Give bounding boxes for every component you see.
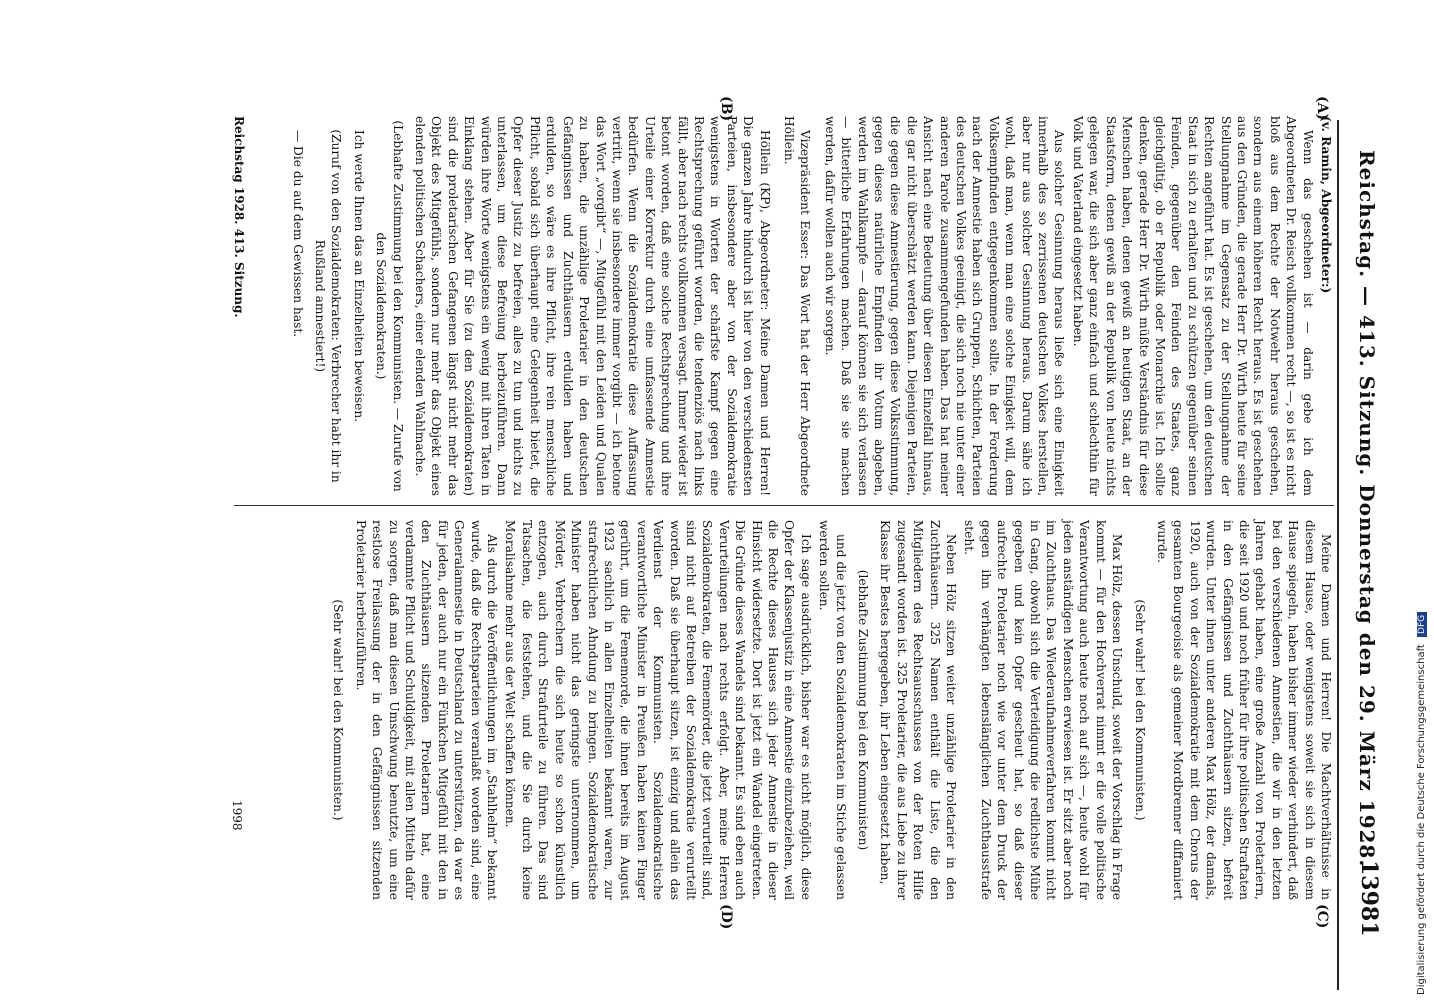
interjection: (lebhafte Zustimmung bei den Kommunisten) [856, 569, 871, 851]
paragraph: — Die du auf dem Gewissen hast. [290, 130, 305, 338]
interjection: (Lebhafte Zustimmung bei den Kommunisten. — Zurufe von den Sozialdemokraten.) [374, 120, 405, 492]
column-divider [234, 505, 1334, 506]
paragraph: Ich werde Ihnen das an Einzelheiten beweisen. [351, 130, 366, 423]
footer-session: Reichstag 1928. 413. Sitzung. [232, 116, 246, 318]
header-rule [1337, 120, 1339, 990]
left-column [287, 116, 1334, 496]
dfg-logo-icon: DFG [1417, 612, 1427, 637]
paragraph: Wenn das geschehen ist — darin gebe ich dem Abgeordneten Dr. Reisch vollkommen recht —, so ist es nicht bloß aus dem Rechte der Notwehr heraus geschehen, sondern aus einem höheren Recht heraus. Es ist geschehen aus den Gründen, die gerade Herr Dr. Wirth heute für seine Stellungnahme im Gegensatz zu der Stellungnahme der Rechten angeführt hat. Es ist geschehen, um den deutschen Staat in sich zu erhalten und zu schützen gegenüber seinen Feinden, gegenüber den Feinden des Staates, ganz gleichgültig, ob er Republik oder Monarchie ist. Ich sollte denken, gerade Herr Dr. Wirth müßte Verständnis für diese Menschen haben, denen gewiß an heutigen Staat, an der Staatsform, denen gewiß an der Republik von heute nichts gelegen war, die sich aber ganz einfach und schlechthin für Volk und Vaterland eingesetzt haben. [1070, 116, 1315, 496]
speaker-line: (v. Ramin, Abgeordneter:) [1319, 116, 1333, 294]
right-column [324, 520, 1334, 900]
margin-mark-c: (C) [1314, 904, 1330, 929]
margin-mark-b: (B) [718, 96, 734, 122]
paragraph: Meine Damen und Herren! Die Machtverhältnisse in diesem Hause, oder wenigstens soweit sie sich in diesem Hause spiegeln, haben bisher immer wieder verhindert, daß bei den verschiedenen Amnestien, die wir in den letzten Jahren gehabt haben, eine große Anzahl von Proletariern, die seit 1920 und noch früher für ihre politischen Straftaten in den Gefängnissen und Zuchthäusern sitzen, befreit wurden. Unter ihnen unter anderen Max Hölz, der damals, 1920, auch von der Sozialdemokratie mit dem Chorus der gesamten Bourgeoisie als gemeiner Mordbrenner diffamiert wurde. [1154, 520, 1333, 900]
page-header-title: Reichstag. — 413. Sitzung. Donnerstag den 29. März 1928. [1355, 150, 1379, 868]
paragraph: Ich sage ausdrücklich, bisher war es nicht möglich, diese Opfer der Klassenjustiz in eine Amnestie einzubeziehen, weil die Rechte dieses Hauses sich jeder Amnestie in dieser Hinsicht widersetzte. Dort ist jetzt ein Wandel eingetreten. Die Gründe dieses Wandels sind bekannt. Es sind eben auch Verurteilungen nach rechts erfolgt. Aber, meine Herren Sozialdemokraten, die Fememörder, die jetzt verurteilt sind, sind nicht auf Betreiben der Sozialdemokratie verurteilt worden. Daß sie überhaupt sitzen, ist einzig und allein das Verdienst der Kommunisten. Sozialdemokratische verantwortliche Minister in Preußen haben keinen Finger gerührt, um die Fememorde, die ihnen bereits im August 1923 sachlich in allen Einzelheiten bekannt waren, zur strafrechtlichen Ahndung zu bringen. Sozialdemokratische Minister haben nicht das geringste unternommen, um Mörder, Verbrechern die sich heute so schon künstlich entzogen, auch durch Strafurteile zu führen. Das sind Tatsachen, die feststehen, und die Sie durch keine Moralisahme mehr aus der Welt schaffen können. [503, 520, 813, 900]
paragraph: Aus solcher Gesinnung heraus ließe sich eine Einigkeit innerhalb des so zerrissenen deutschen Volkes herstellen, aber nur aus solcher Gesinnung heraus. Darum sähe ich wohl, daß man, wenn man eine solche Einigkeit will, dem Volksempfinden entgegenkommen sollte. In der Forderung nach der Amnestie haben sich Gruppen, Schichten, Parteien des deutschen Volkes geeinigt, die sich noch nie unter einer anderen Parole zusammengefunden haben. Das hat meiner Ansicht nach eine Bedeutung über diesen Einzelfall hinaus, die gar nicht überschätzt werden kann. Diejenigen Parteien, die gegen diese Amnestierung, gegen diese Volksstimmung, gegen dieses natürliche Empfinden ihr Votum abgeben, werden im Wahlkampfe — darauf können sie sich verlassen — bitterliche Erfahrungen machen. Daß sie sie machen werden, dafür wollen auch wir sorgen. [822, 116, 1067, 496]
paragraph: Neben Hölz sitzen weiter unzählige Proletarier in den Zuchthäusern. 325 Namen enthält die Liste, die den Mitgliedern des Rechtsausschusses von der Roten Hilfe zugesandt worden ist. 325 Proletarier, die aus Liebe zu ihrer Klasse ihr Bestes hergegeben, ihr Leben eingesetzt haben, [878, 520, 959, 900]
president-line: Vizepräsident Esser: Das Wort hat der Herr Abgeordnete Höllein. [782, 116, 813, 496]
interjection: (Zuruf von den Sozialdemokraten: Verbrecher habt ihr in Rußland amnestiert!) [313, 129, 344, 483]
paragraph: und die jetzt von den Sozialdemokraten im Stiche gelassen werden sollen. [817, 520, 848, 900]
paragraph: Höllein (KP), Abgeordneter: Meine Damen und Herren! Die ganzen Jahre hindurch ist hier von den verschiedensten Parteien, insbesondere aber von der Sozialdemokratie wenigstens in Worten der schärfste Kampf gegen eine Rechtsprechung geführt worden, die tendenziös nach links fällt, aber nach rechts vollkommen versagt. Immer wieder ist betont worden, daß eine solche Rechtsprechung und ihre Urteile einer Korrektur durch eine umfassende Amnestie bedürfen. Wenn die Sozialdemokratie diese Auffassung vertritt, wenn sie insbesondere immer vorgibt — ich betone das Wort „vorgibt“ —, Mitgefühl mit den Leiden und Qualen zu haben, die unzählige Proletarier in den deutschen Gefängnissen und Zuchthäusern erdulden haben und erdulden, so wäre es ihre Pflicht, ihre rein menschliche Pflicht, sobald sich überhaupt eine Gelegenheit bietet, die Opfer dieser Justiz zu befreien, alles zu tun und nichts zu unterlassen, um diese Befreiung herbeizuführen. Dann würden ihre Worte wenigstens ein wenig mit ihren Taten in Einklang stehen. Aber für Sie (zu den Sozialdemokraten) sind die proletarischen Gefangenen längst nicht mehr das Objekt des Mitgefühls, sondern nur mehr das Objekt eines elenden politischen Schachers, einer elenden Wahlmache. [413, 116, 772, 496]
dfg-side-note [1416, 612, 1427, 995]
margin-mark-d: (D) [718, 904, 734, 930]
interjection: (Sehr wahr! bei den Kommunisten.) [1132, 599, 1147, 821]
dfg-note-text: Digitalisierung gefördert durch die Deutsche Forschungsgemeinschaft [1416, 644, 1427, 995]
footer-number: 1998 [230, 800, 244, 831]
page-header-number: 13981 [1356, 860, 1382, 937]
paragraph: Max Hölz, dessen Unschuld, soweit der Vorschlag in Frage kommt — für den Hochverrat nimmt er die volle politische Verantwortung auch heute noch auf sich —, heute wohl für jeden anständigen Menschen erwiesen ist. Er sitzt aber noch im Zuchthaus. Das Wiederaufnahmeverfahren kommt nicht in Gang, obwohl sich die Verteidigung die redlichste Mühe gegeben und kein Opfer gescheut hat, so daß dieser aufrechte Proletarier noch wie vor unter dem Druck der gegen ihn verhängten lebenslänglichen Zuchthausstrafe steht. [962, 520, 1125, 900]
interjection: (Sehr wahr! bei den Kommunisten.) [331, 599, 346, 821]
margin-mark-a: (A) [1314, 96, 1330, 121]
paragraph: Als durch die Veröffentlichungen im „Stahlhelm“ bekannt wurde, daß die Rechtsparteien veranlaßt worden sind, eine Generalamnestie in Deutschland zu unterstützen, da war es für jeden, der auch nur ein Fünkchen Mitgefühl mit den in den Zuchthäusern sitzenden Proletariern hat, eine verdammte Pflicht und Schuldigkeit, mit allen Mitteln dafür zu sorgen, daß man diesen Umschwung benutzte, um eine restlose Freilassung der in den Gefängnissen sitzenden Proletarier herbeizuführen. [353, 520, 500, 900]
